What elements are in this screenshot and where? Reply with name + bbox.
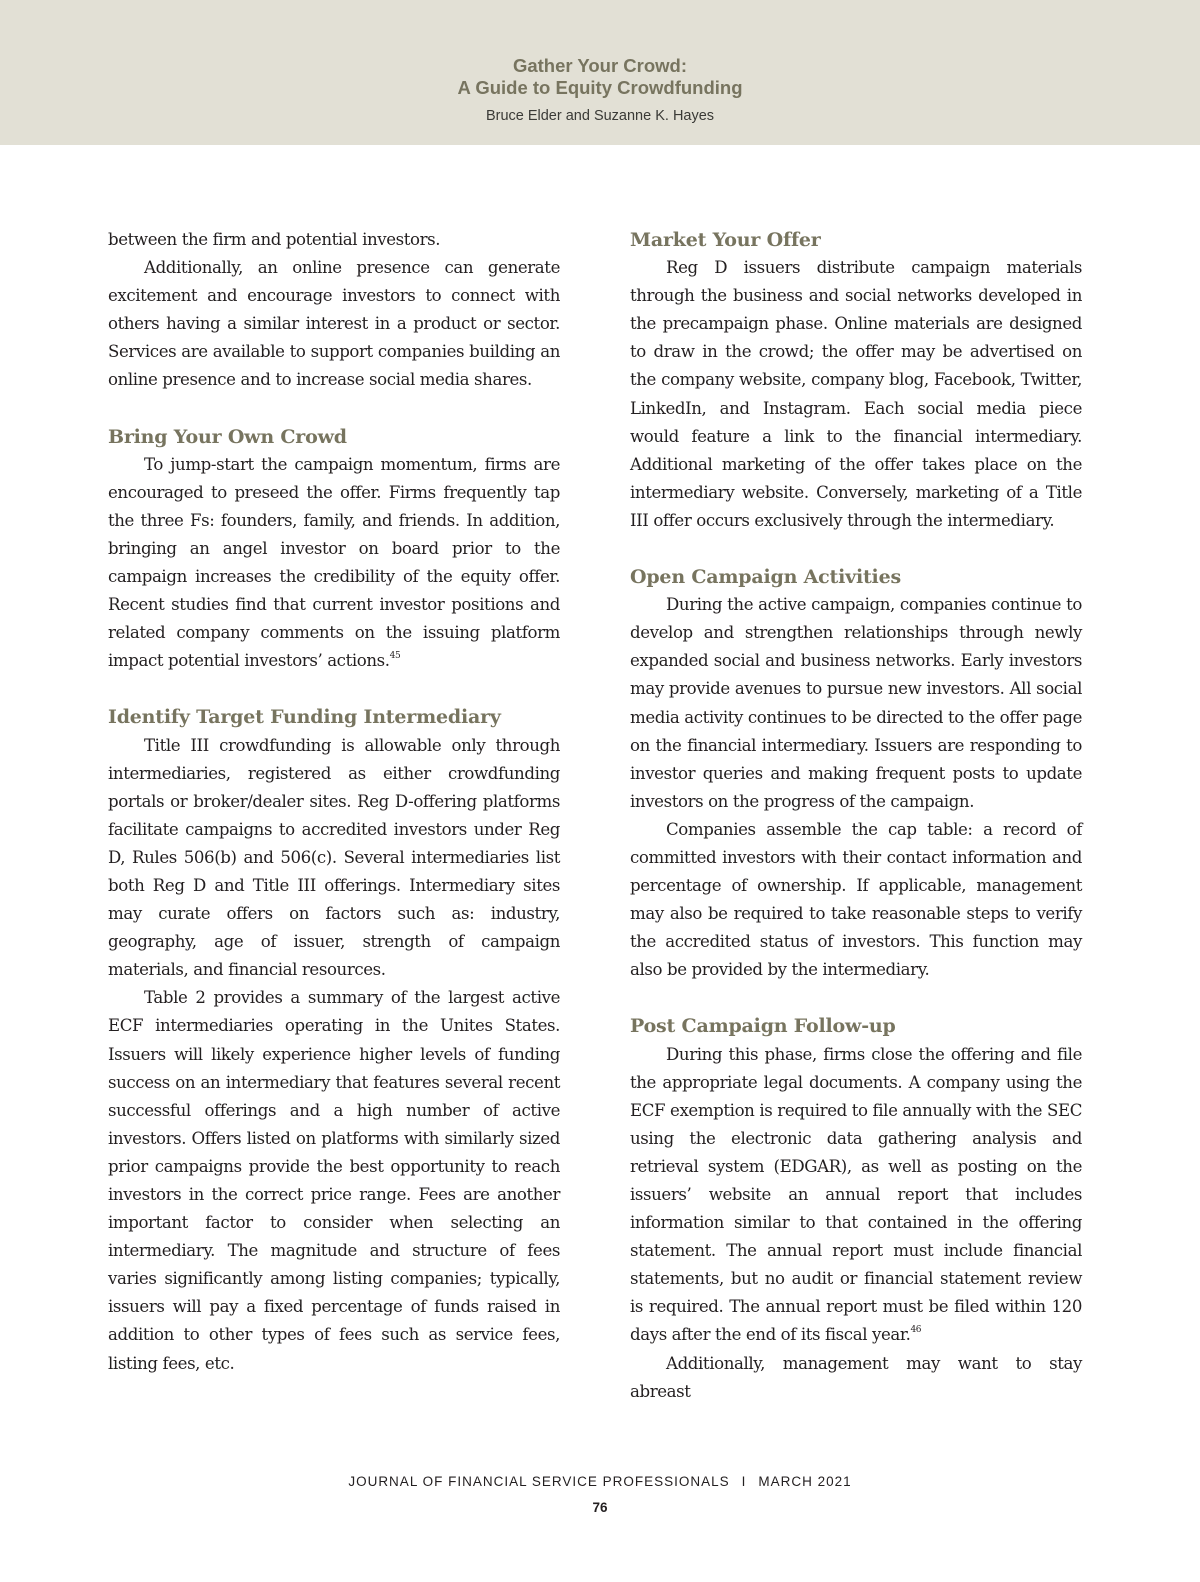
journal-name: JOURNAL OF FINANCIAL SERVICE PROFESSIONALS bbox=[348, 1474, 730, 1489]
footnote-ref-45: 45 bbox=[389, 651, 401, 662]
left-column bbox=[108, 226, 560, 1378]
paragraph-continued: between the firm and potential investors. bbox=[108, 230, 441, 249]
footnote-ref-46: 46 bbox=[910, 1325, 922, 1336]
paragraph-bring-your-own-crowd bbox=[108, 451, 560, 676]
right-column bbox=[630, 226, 1082, 1406]
heading-market-your-offer: Market Your Offer bbox=[630, 229, 821, 251]
paragraph-online-presence: Additionally, an online presence can generate excitement and encourage investors to connect with others having a similar interest in a product or sector. Services are available to support companies building an online presence and to increase social media shares. bbox=[108, 258, 560, 390]
paragraph-text: To jump-start the campaign momentum, firms are encouraged to preseed the offer. Firms frequently tap the three Fs: founders, family, and friends. In addition, bringing an angel investor on board prior to the campaign increases the credibility of the equity offer. Recent studies find that current investor positions and related company comments on the issuing platform impact potential investors’ actions. bbox=[108, 454, 560, 671]
heading-post-campaign-follow-up: Post Campaign Follow-up bbox=[630, 1015, 896, 1038]
article-title-line2: A Guide to Equity Crowdfunding bbox=[457, 77, 743, 98]
paragraph-open-campaign: During the active campaign, companies continue to develop and strengthen relationships through newly expanded social and business networks. Early investors may provide avenues to pursue new investors. All social media activity continues to be directed to the offer page on the financial intermediary. Issuers are responding to investor queries and making frequent posts to update investors on the progress of the campaign. bbox=[630, 595, 1082, 811]
paragraph-post-campaign bbox=[630, 1041, 1082, 1350]
heading-open-campaign-activities: Open Campaign Activities bbox=[630, 566, 901, 589]
heading-identify-intermediary: Identify Target Funding Intermediary bbox=[108, 706, 501, 729]
footer-separator: I bbox=[741, 1474, 747, 1489]
paragraph-market-your-offer: Reg D issuers distribute campaign materials through the business and social networks developed in the precampaign phase. Online materials are designed to draw in the crowd; the offer may be advertised on the company website, company blog, Facebook, Twitter, LinkedIn, and Instagram. Each social media piece would feature a link to the financial intermediary. Additional marketing of the offer takes place on the intermediary website. Conversely, marketing of a Title III offer occurs exclusively through the intermediary. bbox=[630, 258, 1082, 530]
article-title-line1: Gather Your Crowd: bbox=[512, 55, 688, 76]
running-header bbox=[0, 0, 1200, 145]
paragraph-text: During this phase, firms close the offering and file the appropriate legal documents. A company using the ECF exemption is required to file annually with the SEC using the electronic data gathering analysis and retrieval system (EDGAR), as well as posting on the issuers’ website an annual report that includes information similar to that contained in the offering statement. The annual report must include financial statements, but no audit or financial statement review is required. The annual report must be filed within 120 days after the end of its fiscal year. bbox=[630, 1044, 1082, 1345]
issue-date: MARCH 2021 bbox=[758, 1474, 852, 1489]
paragraph-table-2-summary: Table 2 provides a summary of the largest active ECF intermediaries operating in the Unites States. Issuers will likely experience higher levels of funding success on an intermediary that features several recent successful offerings and a high number of active investors. Offers listed on platforms with similarly sized prior campaigns provide the best opportunity to reach investors in the correct price range. Fees are another important factor to consider when selecting an intermediary. The magnitude and structure of fees varies significantly among listing companies; typically, issuers will pay a fixed percentage of funds raised in addition to other types of fees such as service fees, listing fees, etc. bbox=[108, 988, 560, 1373]
heading-bring-your-own-crowd: Bring Your Own Crowd bbox=[108, 425, 347, 448]
article-authors: Bruce Elder and Suzanne K. Hayes bbox=[485, 108, 715, 124]
paragraph-additionally: Additionally, management may want to stay abreast bbox=[630, 1353, 1082, 1401]
paragraph-cap-table: Companies assemble the cap table: a record of committed investors with their contact information and percentage of ownership. If applicable, management may also be required to take reasonable steps to verify the accredited status of investors. This function may also be provided by the intermediary. bbox=[630, 819, 1082, 980]
journal-footer bbox=[0, 1474, 1200, 1489]
paragraph-identify-intermediary: Title III crowdfunding is allowable only through intermediaries, registered as either crowdfunding portals or broker/dealer sites. Reg D-offering platforms facilitate campaigns to accredited investors under Reg D, Rules 506(b) and 506(c). Several intermediaries list both Reg D and Title III offerings. Intermediary sites may curate offers on factors such as: industry, geography, age of issuer, strength of campaign materials, and financial resources. bbox=[108, 735, 560, 980]
page-number: 76 bbox=[592, 1500, 608, 1515]
